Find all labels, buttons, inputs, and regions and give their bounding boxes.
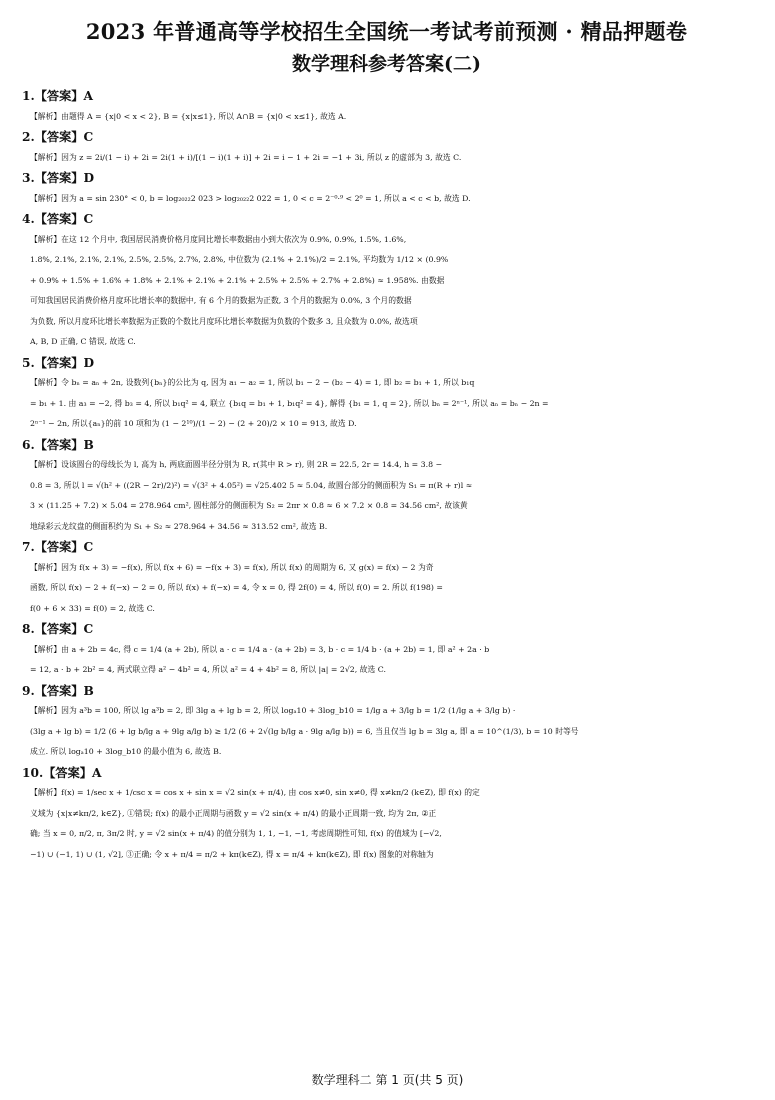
analysis-line: 【解析】在这 12 个月中, 我国居民消费价格月度同比增长率数据由小到大依次为 0.9%, 0.9%, 1.5%, 1.6%, (30, 234, 407, 244)
question-item (22, 86, 751, 127)
question-number: 10. (22, 765, 44, 780)
analysis-line: 2ⁿ⁻¹ − 2n, 所以{aₙ}的前 10 项和为 (1 − 2¹⁰)/(1 − 2) − (2 + 20)/2 × 10 = 913, 故选 D. (30, 419, 357, 428)
question-number: 7. (22, 540, 35, 554)
answer-label: 【答案】C (34, 212, 94, 226)
question-number: 1. (22, 89, 35, 103)
exam-title: 2023 年普通高等学校招生全国统一考试考前预测 · 精品押题卷 (85, 19, 688, 44)
question-item (22, 209, 751, 353)
question-answer-line (22, 763, 751, 784)
answer-label: 【答案】B (34, 437, 94, 452)
question-number: 8. (22, 622, 35, 636)
question-answer-line (22, 209, 751, 230)
question-answer-line (22, 86, 751, 107)
analysis-line: 【解析】令 bₙ = aₙ + 2n, 设数列{bₙ}的公比为 q, 因为 a₁ − a₂ = 1, 所以 b₁ − 2 − (b₂ − 4) = 1, 即 b₂ = b₁ + 1, 所以 b₁q (30, 378, 475, 387)
analysis-line: 确; 当 x = 0, π/2, π, 3π/2 时, y = √2 sin(x + π/4) 的值分别为 1, 1, −1, −1, 考虑周期性可知, f(x) 的值域为 [−√2, (30, 829, 442, 838)
question-item (22, 763, 751, 866)
analysis-line: −1) ∪ (−1, 1) ∪ (1, √2], ③正确; 令 x + π/4 = π/2 + kπ(k∈Z), 得 x = π/4 + kπ(k∈Z), 即 f(x) 图象的对称轴为 (30, 849, 434, 859)
question-number: 4. (22, 212, 35, 226)
answer-label: 【答案】C (34, 130, 94, 144)
analysis-line: 可知我国居民消费价格月度环比增长率的数据中, 有 6 个月的数据为正数, 3 个月的数据为 0.0%, 3 个月的数据 (30, 296, 412, 305)
question-number: 6. (22, 437, 35, 452)
analysis-line: 1.8%, 2.1%, 2.1%, 2.1%, 2.5%, 2.5%, 2.7%, 2.8%, 中位数为 (2.1% + 2.1%)/2 = 2.1%, 平均数为 1/12 × (0.9% (30, 255, 449, 264)
question-number: 9. (22, 683, 35, 698)
analysis-line: = 12, a · b + 2b² = 4, 两式联立得 a² − 4b² = 4, 所以 a² = 4 + 4b² = 8, 所以 |a| = 2√2, 故选 C. (30, 665, 386, 674)
question-item (22, 127, 751, 168)
answer-label: 【答案】C (34, 622, 94, 636)
question-answer-line (22, 127, 751, 148)
analysis-line: = b₁ + 1. 由 a₃ = −2, 得 b₃ = 4, 所以 b₁q² = 4, 联立 {b₁q = b₁ + 1, b₁q² = 4}, 解得 {b₁ = 1, q = 2}, 所以 bₙ = 2ⁿ⁻¹, 所以 aₙ = bₙ − 2n = (30, 398, 549, 408)
analysis-line: (3lg a + lg b) = 1/2 (6 + lg b/lg a + 9lg a/lg b) ≥ 1/2 (6 + 2√(lg b/lg a · 9lg a/lg b)) = 6, 当且仅当 lg b = 3lg a, 即 a = 10^(1/3), b = 10 时等号 (30, 726, 579, 736)
answer-label: 【答案】D (34, 355, 95, 370)
analysis-line: 函数, 所以 f(x) − 2 + f(−x) − 2 = 0, 所以 f(x) + f(−x) = 4, 令 x = 0, 得 2f(0) = 4, 所以 f(0) = 2. 所以 f(198) = (30, 583, 443, 592)
question-item (22, 681, 751, 763)
question-item (22, 435, 751, 538)
analysis-line: 【解析】由题得 A = {x|0 < x < 2}, B = {x|x≤1}, 所以 A∩B = {x|0 < x≤1}, 故选 A. (30, 111, 347, 121)
analysis-line: + 0.9% + 1.5% + 1.6% + 1.8% + 2.1% + 2.1% + 2.1% + 2.5% + 2.5% + 2.7% + 2.8%) ≈ 1.958%. 由数据 (30, 275, 445, 285)
question-answer-line (22, 537, 751, 558)
analysis-line: 【解析】因为 a³b = 100, 所以 lg a³b = 2, 即 3lg a + lg b = 2, 所以 logₐ10 + 3log_b10 = 1/lg a + 3/lg b = 1/2 (1/lg a + 3/lg b) · (30, 706, 516, 715)
analysis-line: 【解析】f(x) = 1/sec x + 1/csc x = cos x + sin x = √2 sin(x + π/4), 由 cos x≠0, sin x≠0, 得 x≠kπ/2 (k∈Z), 即 f(x) 的定 (30, 788, 480, 797)
analysis-line: 【解析】设该圆台的母线长为 l, 高为 h, 两底面圆半径分别为 R, r(其中 R > r), 则 2R = 22.5, 2r = 14.4, h = 3.8 − (30, 460, 443, 469)
question-answer-line (22, 681, 751, 702)
page-footer: 数学理科二 第 1 页(共 5 页) (311, 1073, 464, 1087)
question-answer-line (22, 435, 751, 456)
analysis-line: 0.8 = 3, 所以 l = √(h² + ((2R − 2r)/2)²) = √(3² + 4.05²) = √25.402 5 ≈ 5.04, 故圆台部分的侧面积为 S₁ = π(R + r)l ≈ (30, 480, 473, 490)
analysis-line: 地绿彩云龙纹盘的侧面积约为 S₁ + S₂ ≈ 278.964 + 34.56 ≈ 313.52 cm², 故选 B. (30, 521, 328, 531)
question-number: 2. (22, 130, 35, 144)
question-answer-line (22, 168, 751, 189)
analysis-line: f(0 + 6 × 33) = f(0) = 2, 故选 C. (30, 603, 155, 613)
question-answer-line (22, 353, 751, 374)
question-list (22, 86, 751, 865)
answer-label: 【答案】D (34, 171, 95, 185)
answer-label: 【答案】A (43, 765, 102, 780)
answer-label: 【答案】A (34, 89, 93, 103)
analysis-line: 3 × (11.25 + 7.2) × 5.04 = 278.964 cm², 圆柱部分的侧面积为 S₂ = 2πr × 0.8 ≈ 6 × 7.2 × 0.8 = 34.56 cm², 故该黄 (30, 501, 468, 510)
analysis-line: 【解析】因为 z = 2i/(1 − i) + 2i = 2i(1 + i)/[(1 − i)(1 + i)] + 2i = i − 1 + 2i = −1 + 3i, 所以 z 的虚部为 3, 故选 C. (30, 152, 462, 162)
answer-label: 【答案】B (34, 683, 94, 698)
analysis-line: 为负数, 所以月度环比增长率数据为正数的个数比月度环比增长率数据为负数的个数多 3, 且众数为 0.0%, 故选项 (30, 316, 418, 326)
analysis-line: 【解析】因为 a = sin 230° < 0, b = log₂₀₂₂2 023 > log₂₀₂₂2 022 = 1, 0 < c = 2⁻⁰·⁹ < 2⁰ = 1, 所以 a < c < b, 故选 D. (30, 193, 471, 203)
answer-key-subtitle: 数学理科参考答案(二) (292, 53, 481, 75)
question-number: 5. (22, 355, 35, 370)
question-answer-line (22, 619, 751, 640)
question-item (22, 353, 751, 435)
analysis-line: 义域为 {x|x≠kπ/2, k∈Z}, ①错误; f(x) 的最小正周期与函数 y = √2 sin(x + π/4) 的最小正周期一致, 均为 2π, ②正 (30, 808, 437, 818)
analysis-line: A, B, D 正确, C 错误, 故选 C. (30, 337, 136, 346)
analysis-line: 成立. 所以 logₐ10 + 3log_b10 的最小值为 6, 故选 B. (30, 747, 222, 756)
answer-label: 【答案】C (34, 540, 94, 554)
question-item (22, 537, 751, 619)
analysis-line: 【解析】由 a + 2b = 4c, 得 c = 1/4 (a + 2b), 所以 a · c = 1/4 a · (a + 2b) = 3, b · c = 1/4 b · (a + 2b) = 1, 即 a² + 2a · b (30, 644, 490, 654)
analysis-line: 【解析】因为 f(x + 3) = −f(x), 所以 f(x + 6) = −f(x + 3) = f(x), 所以 f(x) 的周期为 6, 又 g(x) = f(x) − 2 为奇 (30, 562, 434, 572)
question-item (22, 619, 751, 681)
question-number: 3. (22, 171, 35, 185)
question-item (22, 168, 751, 209)
